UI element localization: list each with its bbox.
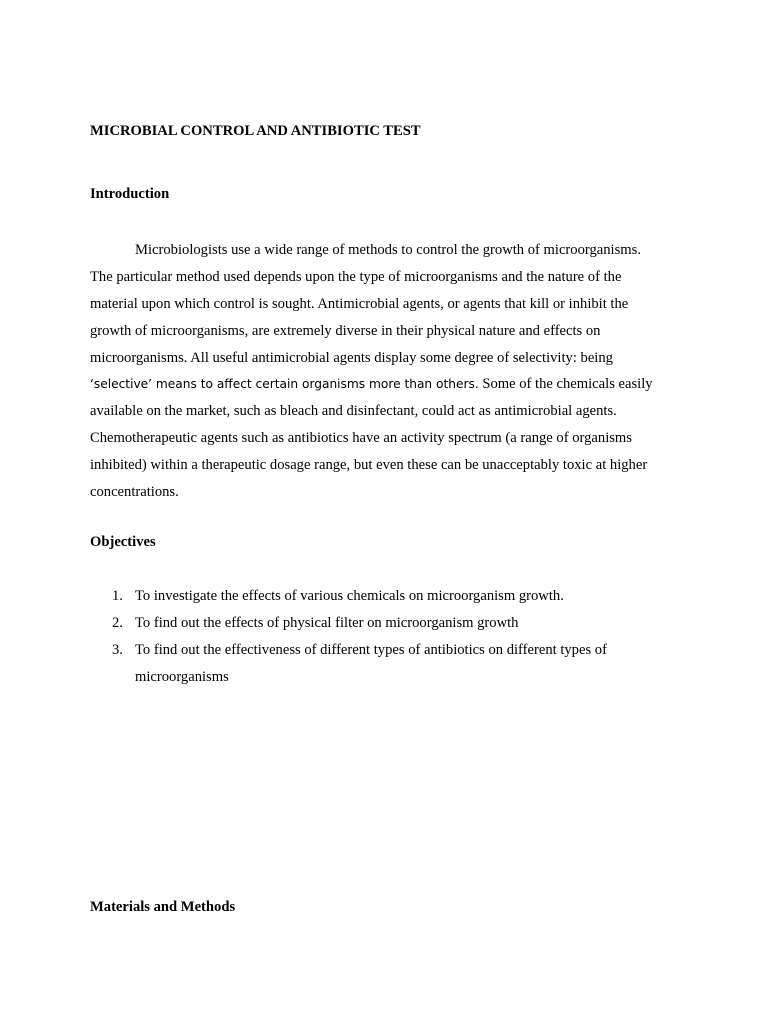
objectives-list	[90, 583, 690, 691]
selective-definition-text: ‘selective’ means to affect certain organisms more than others.	[90, 377, 479, 392]
introduction-line: growth of microorganisms, are extremely diverse in their physical nature and effects on	[90, 322, 601, 339]
objective-item	[90, 637, 690, 691]
introduction-line: available on the market, such as bleach and disinfectant, could act as antimicrobial agents.	[90, 403, 617, 420]
objective-text: microorganisms	[135, 668, 229, 685]
introduction-line: Chemotherapeutic agents such as antibiotics have an activity spectrum (a range of organisms	[90, 430, 632, 447]
materials-and-methods-heading: Materials and Methods	[90, 899, 236, 915]
objectives-heading: Objectives	[90, 534, 156, 550]
objective-text: To find out the effectiveness of different types of antibiotics on different types of	[135, 641, 607, 658]
introduction-line: concentrations.	[90, 484, 179, 501]
objective-item	[90, 583, 690, 610]
introduction-line: inhibited) within a therapeutic dosage range, but even these can be unacceptably toxic at higher	[90, 457, 648, 474]
introduction-line: The particular method used depends upon the type of microorganisms and the nature of the	[90, 268, 622, 285]
objective-number: 3.	[112, 641, 123, 658]
introduction-line	[90, 371, 690, 398]
introduction-line-continuation: Some of the chemicals easily	[478, 376, 653, 393]
introduction-line: material upon which control is sought. Antimicrobial agents, or agents that kill or inhibit the	[90, 295, 629, 312]
introduction-paragraph	[90, 237, 690, 506]
objective-item	[90, 610, 690, 637]
introduction-line: Microbiologists use a wide range of methods to control the growth of microorganisms.	[135, 242, 641, 258]
objective-number: 2.	[112, 614, 123, 631]
objective-number: 1.	[112, 588, 123, 604]
objective-text: To find out the effects of physical filter on microorganism growth	[135, 614, 519, 631]
introduction-heading: Introduction	[90, 186, 170, 202]
document-title: MICROBIAL CONTROL AND ANTIBIOTIC TEST	[90, 123, 421, 139]
objective-text: To investigate the effects of various chemicals on microorganism growth.	[135, 588, 564, 604]
introduction-line: microorganisms. All useful antimicrobial agents display some degree of selectivity: being	[90, 349, 613, 366]
